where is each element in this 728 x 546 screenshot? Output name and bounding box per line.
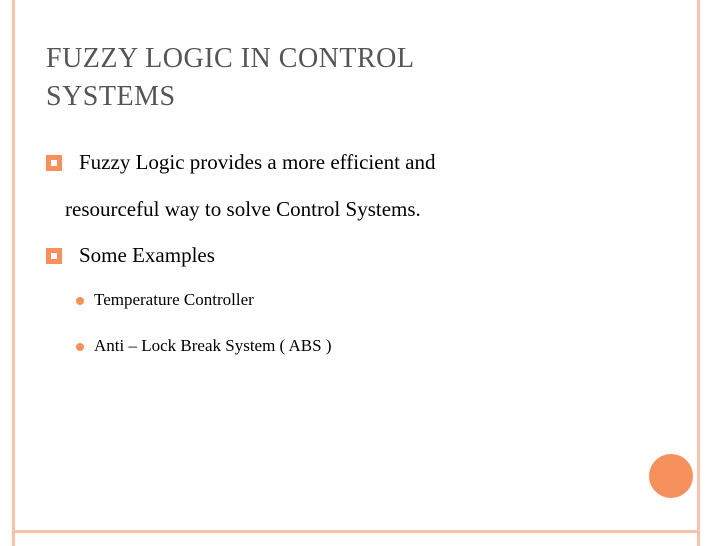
filled-circle-bullet-icon <box>76 297 84 305</box>
title-line-1: FUZZY LOGIC IN CONTROL <box>46 43 415 74</box>
bullet-1-line-1: Fuzzy Logic provides a more efficient and <box>79 150 436 174</box>
slide-title <box>46 40 566 116</box>
title-line-2: SYSTEMS <box>46 81 176 112</box>
bottom-border-decoration <box>12 530 700 533</box>
corner-circle-decoration <box>649 454 693 498</box>
filled-circle-bullet-icon <box>76 343 84 351</box>
sub-bullet-1-text: Temperature Controller <box>94 290 254 309</box>
bullet-2-line-1: Some Examples <box>79 243 215 267</box>
hollow-square-bullet-icon <box>46 155 62 171</box>
right-border-decoration <box>697 0 700 546</box>
sub-bullet-2-text: Anti – Lock Break System ( ABS ) <box>94 336 332 355</box>
bullet-1-line-2: resourceful way to solve Control Systems. <box>65 197 421 221</box>
hollow-square-bullet-icon <box>46 248 62 264</box>
left-border-decoration <box>12 0 15 546</box>
